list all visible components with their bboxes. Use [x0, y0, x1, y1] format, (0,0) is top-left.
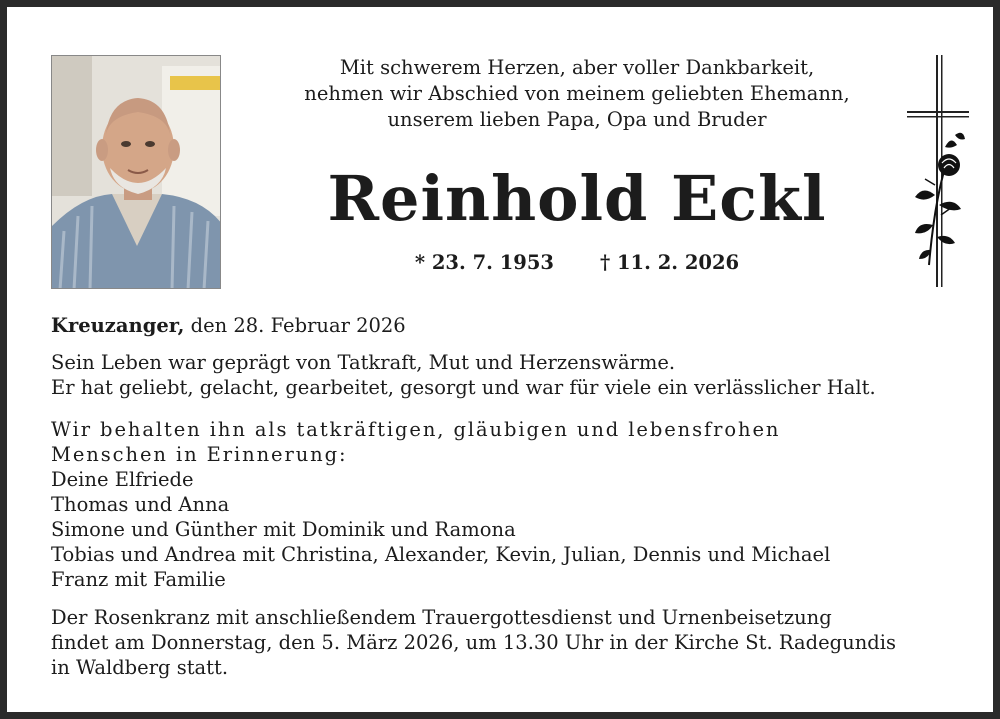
- birth-date: * 23. 7. 1953: [414, 251, 554, 274]
- memory-line: Menschen in Erinnerung:: [51, 443, 348, 466]
- life-dates: [257, 251, 897, 274]
- intro-line: nehmen wir Abschied von meinem geliebten Ehemann,: [304, 82, 850, 105]
- deceased-name: Reinhold Eckl: [327, 162, 827, 235]
- family-section: [51, 417, 830, 592]
- family-member: Simone und Günther mit Dominik und Ramona: [51, 518, 516, 541]
- notice-date: den 28. Februar 2026: [184, 314, 406, 337]
- intro-text: [257, 55, 897, 133]
- text-line: Er hat geliebt, gelacht, gearbeitet, gesorgt und war für viele ein verlässlicher Halt.: [51, 376, 876, 399]
- text-line: Der Rosenkranz mit anschließendem Trauergottesdienst und Urnenbeisetzung: [51, 606, 832, 629]
- life-description: [51, 350, 876, 400]
- text-line: Sein Leben war geprägt von Tatkraft, Mut und Herzenswärme.: [51, 351, 676, 374]
- death-date: † 11. 2. 2026: [600, 251, 740, 274]
- place-name: Kreuzanger,: [51, 314, 185, 337]
- place-date-line: [51, 313, 406, 338]
- cross-with-rose-icon: [905, 55, 977, 291]
- text-line: in Waldberg statt.: [51, 656, 229, 679]
- family-member: Franz mit Familie: [51, 568, 226, 591]
- intro-line: unserem lieben Papa, Opa und Bruder: [387, 108, 767, 131]
- family-member: Tobias und Andrea mit Christina, Alexander, Kevin, Julian, Dennis und Michael: [51, 543, 831, 566]
- memory-line: Wir behalten ihn als tatkräftigen, gläubigen und lebensfrohen: [51, 418, 781, 441]
- portrait-photo: [51, 55, 221, 289]
- family-member: Deine Elfriede: [51, 468, 194, 491]
- family-member: Thomas und Anna: [51, 493, 230, 516]
- intro-line: Mit schwerem Herzen, aber voller Dankbarkeit,: [339, 56, 815, 79]
- service-announcement: [51, 605, 896, 680]
- text-line: findet am Donnerstag, den 5. März 2026, um 13.30 Uhr in der Kirche St. Radegundis: [51, 631, 896, 654]
